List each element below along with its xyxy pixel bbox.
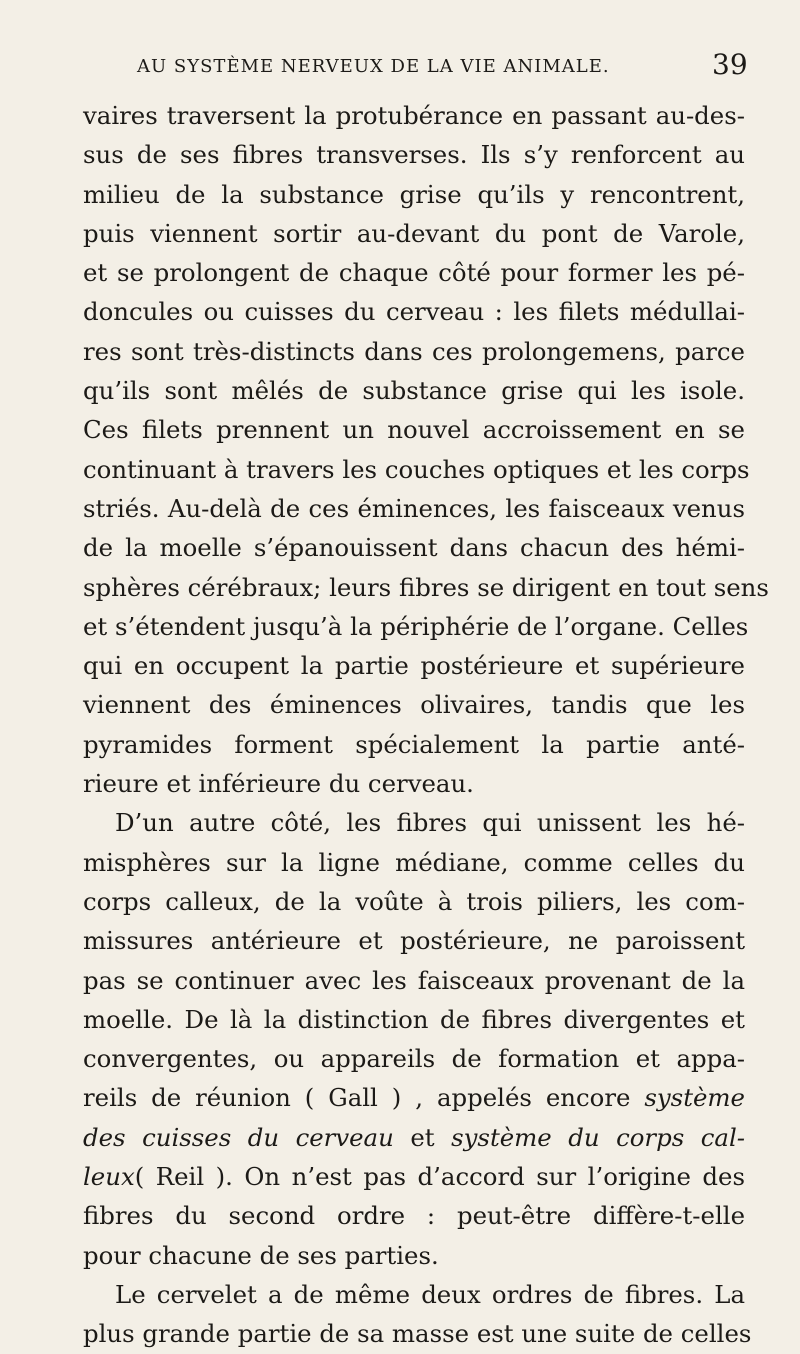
text-line: res sont très-distincts dans ces prolongemens, parce (83, 336, 745, 366)
text-line: fibres du second ordre : peut-être diffère-t-elle (83, 1201, 745, 1231)
body-text (83, 96, 769, 1354)
text-line: pas se continuer avec les faisceaux provenant de la (83, 965, 745, 995)
text-line: Le cervelet a de même deux ordres de fibres. La (115, 1279, 745, 1309)
text-line: sphères cérébraux; leurs fibres se dirigent en tout sens (83, 572, 769, 602)
italic-term: leux (83, 1162, 135, 1192)
text-line: Ces filets prennent un nouvel accroissement en se (83, 415, 745, 445)
text-line: vaires traversent la protubérance en passant au-des- (83, 101, 745, 130)
text-line: D’un autre côté, les fibres qui unissent les hé- (115, 808, 745, 838)
text-line: pour chacune de ses parties. (83, 1240, 439, 1270)
text-line: qu’ils sont mêlés de substance grise qui les isole. (83, 376, 745, 406)
text-run: et (410, 1122, 435, 1152)
text-line: moelle. De là la distinction de fibres divergentes et (83, 1004, 745, 1034)
running-title: AU SYSTÈME NERVEUX DE LA VIE ANIMALE. (137, 56, 610, 77)
text-line: corps calleux, de la voûte à trois piliers, les com- (83, 886, 745, 916)
italic-term: système (644, 1083, 745, 1113)
text-line: plus grande partie de sa masse est une suite de celles (83, 1319, 752, 1349)
text-line: striés. Au-delà de ces éminences, les faisceaux venus (83, 493, 745, 523)
text-line: sus de ses fibres transverses. Ils s’y renforcent au (83, 140, 745, 170)
text-line: pyramides forment spécialement la partie anté- (83, 729, 745, 759)
text-line: viennent des éminences olivaires, tandis que les (83, 690, 745, 720)
text-line: doncules ou cuisses du cerveau : les filets médullai- (83, 297, 745, 327)
text-line: qui en occupent la partie postérieure et supérieure (83, 651, 745, 681)
italic-term: des cuisses du cerveau (83, 1122, 394, 1152)
text-line: convergentes, ou appareils de formation et appa- (83, 1044, 745, 1074)
text-line: milieu de la substance grise qu’ils y rencontrent, (83, 179, 745, 209)
text-run: reils de réunion ( Gall ) , appelés encore (83, 1083, 631, 1113)
text-run: ( Reil ). On n’est pas d’accord sur l’origine des (134, 1162, 745, 1192)
text-line (83, 1157, 745, 1196)
text-line: et se prolongent de chaque côté pour former les pé- (83, 258, 745, 288)
text-line: misphères sur la ligne médiane, comme celles du (83, 847, 745, 877)
text-line (83, 1078, 745, 1117)
text-line: de la moelle s’épanouissent dans chacun des hémi- (83, 533, 745, 563)
text-line: puis viennent sortir au-devant du pont de Varole, (83, 218, 745, 248)
page-number: 39 (712, 48, 748, 81)
text-line: missures antérieure et postérieure, ne paroissent (83, 926, 745, 956)
italic-term: système du corps cal- (451, 1122, 745, 1152)
text-line: et s’étendent jusqu’à la périphérie de l’organe. Celles (83, 611, 749, 641)
text-line (83, 1118, 745, 1157)
text-line: continuant à travers les couches optiques et les corps (83, 454, 750, 484)
text-line: rieure et inférieure du cerveau. (83, 769, 474, 799)
